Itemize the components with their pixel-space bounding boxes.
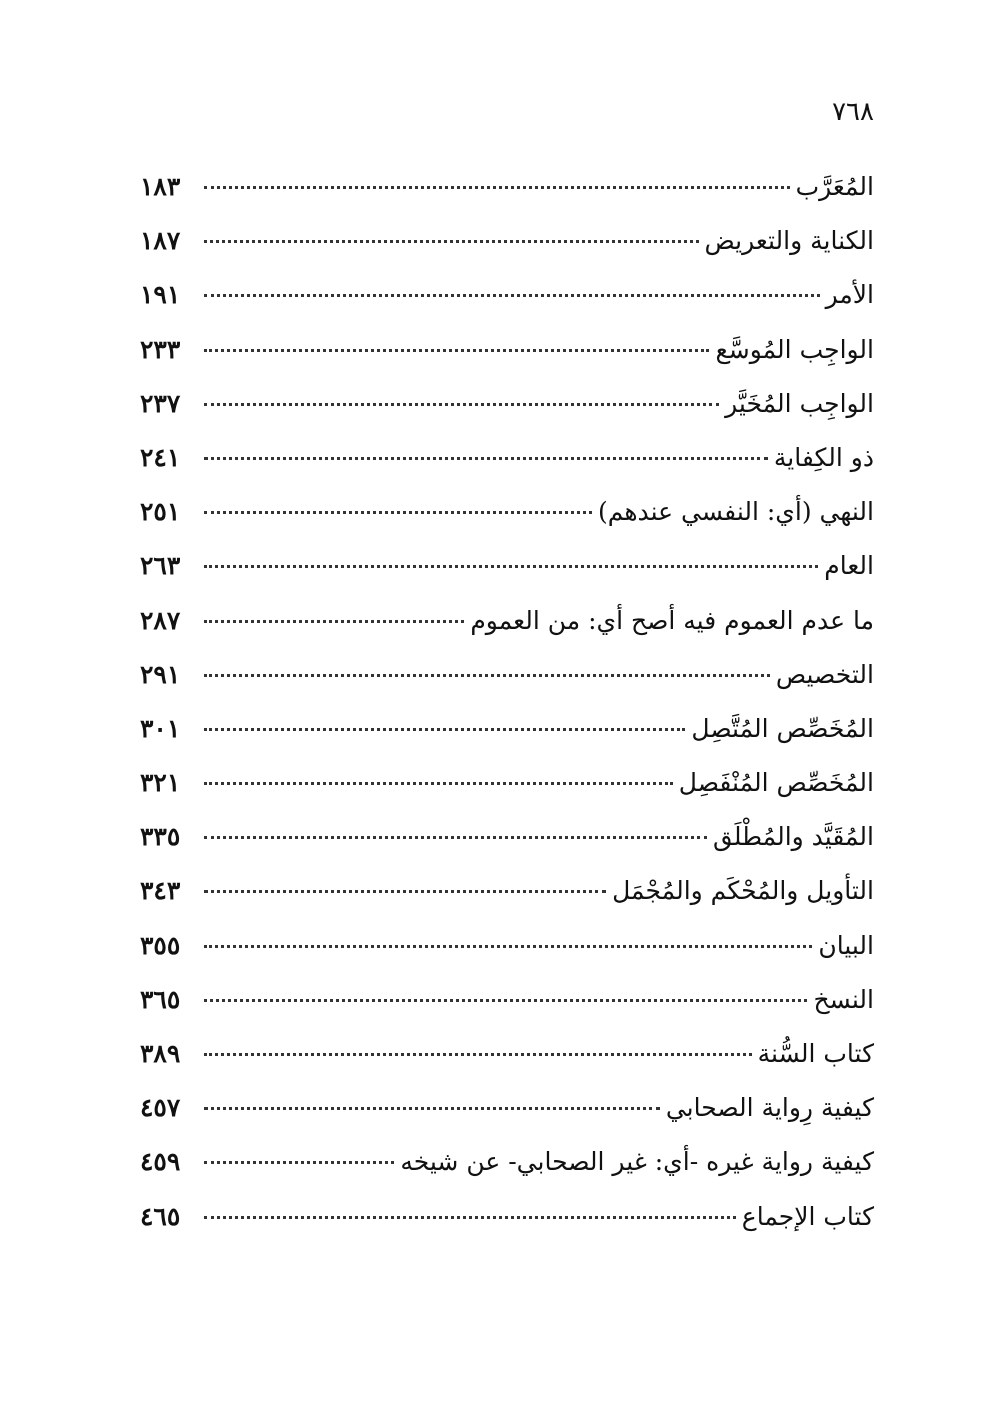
toc-entry [140, 270, 874, 324]
toc-entry-title: التخصيص [775, 659, 874, 689]
dot-leader [204, 698, 685, 731]
toc-entry [140, 379, 874, 433]
toc-entry-title: الواجِب المُخَيَّر [725, 388, 874, 418]
toc-entry [140, 866, 874, 920]
toc-entry-page-number: ٢٣٧ [140, 388, 181, 418]
dot-leader [204, 860, 606, 893]
toc-entry [140, 921, 874, 975]
toc-entry-page-number: ٤٥٧ [140, 1093, 181, 1123]
toc-entry [140, 1192, 874, 1246]
toc-entry-title: البيان [818, 930, 874, 960]
dot-leader [204, 644, 770, 677]
toc-entry-page-number: ٣٥٥ [140, 930, 181, 960]
toc-entry-title: المُخَصِّص المُنْفَصِل [678, 768, 874, 798]
toc-entry [140, 1083, 874, 1137]
toc-entry [140, 812, 874, 866]
dot-leader [204, 590, 464, 623]
toc-entry-title: الواجِب المُوسَّع [715, 334, 874, 364]
toc-entry-title: التأويل والمُحْكَم والمُجْمَل [612, 876, 874, 906]
table-of-contents [140, 162, 874, 1246]
toc-entry-title: ما عدم العموم فيه أصح أي: من العموم [470, 605, 874, 635]
dot-leader [204, 319, 709, 352]
toc-entry [140, 650, 874, 704]
dot-leader [204, 752, 673, 785]
toc-entry [140, 758, 874, 812]
toc-entry-page-number: ٣٦٥ [140, 984, 181, 1014]
dot-leader [204, 1186, 736, 1219]
dot-leader [204, 969, 807, 1002]
toc-entry-title: النهي (أي: النفسي عندهم) [597, 497, 874, 527]
toc-entry-page-number: ١٨٧ [140, 226, 181, 256]
dot-leader [204, 373, 719, 406]
page-number: ٧٦٨ [832, 97, 874, 127]
toc-entry-page-number: ٢٨٧ [140, 605, 181, 635]
toc-entry-page-number: ٣٠١ [140, 713, 181, 743]
dot-leader [204, 264, 820, 297]
toc-entry-page-number: ٣٢١ [140, 768, 181, 798]
dot-leader [204, 1023, 752, 1056]
toc-entry-page-number: ٢٤١ [140, 442, 181, 472]
toc-entry [140, 216, 874, 270]
dot-leader [204, 156, 790, 189]
toc-entry-page-number: ١٨٣ [140, 172, 181, 201]
toc-entry [140, 704, 874, 758]
toc-entry [140, 596, 874, 650]
dot-leader [204, 806, 707, 839]
toc-entry-title: كيفية رِواية الصحابي [665, 1093, 874, 1123]
toc-entry [140, 975, 874, 1029]
toc-entry-title: الأمر [825, 280, 874, 310]
toc-entry-page-number: ٣٤٣ [140, 876, 181, 906]
toc-entry-title: النسخ [813, 984, 874, 1014]
toc-entry-title: المُعَرَّب [795, 172, 874, 201]
toc-entry-title: المُخَصِّص المُتَّصِل [691, 713, 874, 743]
toc-entry-page-number: ٣٨٩ [140, 1039, 181, 1068]
toc-entry-title: كيفية رواية غيره -أي: غير الصحابي- عن شيخه [400, 1147, 874, 1177]
toc-entry-page-number: ٢٩١ [140, 659, 181, 689]
toc-entry [140, 487, 874, 541]
toc-entry [140, 325, 874, 379]
toc-entry [140, 433, 874, 487]
toc-entry-page-number: ٢٦٣ [140, 551, 181, 581]
toc-entry-title: المُقَيَّد والمُطْلَق [713, 822, 874, 852]
dot-leader [204, 535, 818, 568]
dot-leader [204, 915, 812, 948]
toc-entry-title: كتاب الإجماع [741, 1201, 874, 1231]
toc-entry-page-number: ١٩١ [140, 280, 181, 310]
toc-entry-title: ذو الكِفاية [773, 442, 874, 472]
toc-entry-page-number: ٢٥١ [140, 497, 181, 527]
toc-entry-page-number: ٤٥٩ [140, 1147, 181, 1177]
dot-leader [204, 1077, 660, 1110]
toc-entry-title: كتاب السُّنة [757, 1039, 874, 1068]
toc-entry-title: الكناية والتعريض [704, 226, 874, 256]
dot-leader [204, 1131, 394, 1164]
toc-entry-page-number: ٤٦٥ [140, 1201, 181, 1231]
toc-entry-page-number: ٢٣٣ [140, 334, 181, 364]
toc-entry-title: العام [824, 551, 874, 581]
toc-entry [140, 1137, 874, 1191]
toc-entry [140, 541, 874, 595]
dot-leader [204, 210, 699, 243]
toc-entry-page-number: ٣٣٥ [140, 822, 181, 852]
dot-leader [204, 481, 592, 514]
dot-leader [204, 427, 768, 460]
toc-entry [140, 162, 874, 216]
toc-entry [140, 1029, 874, 1083]
